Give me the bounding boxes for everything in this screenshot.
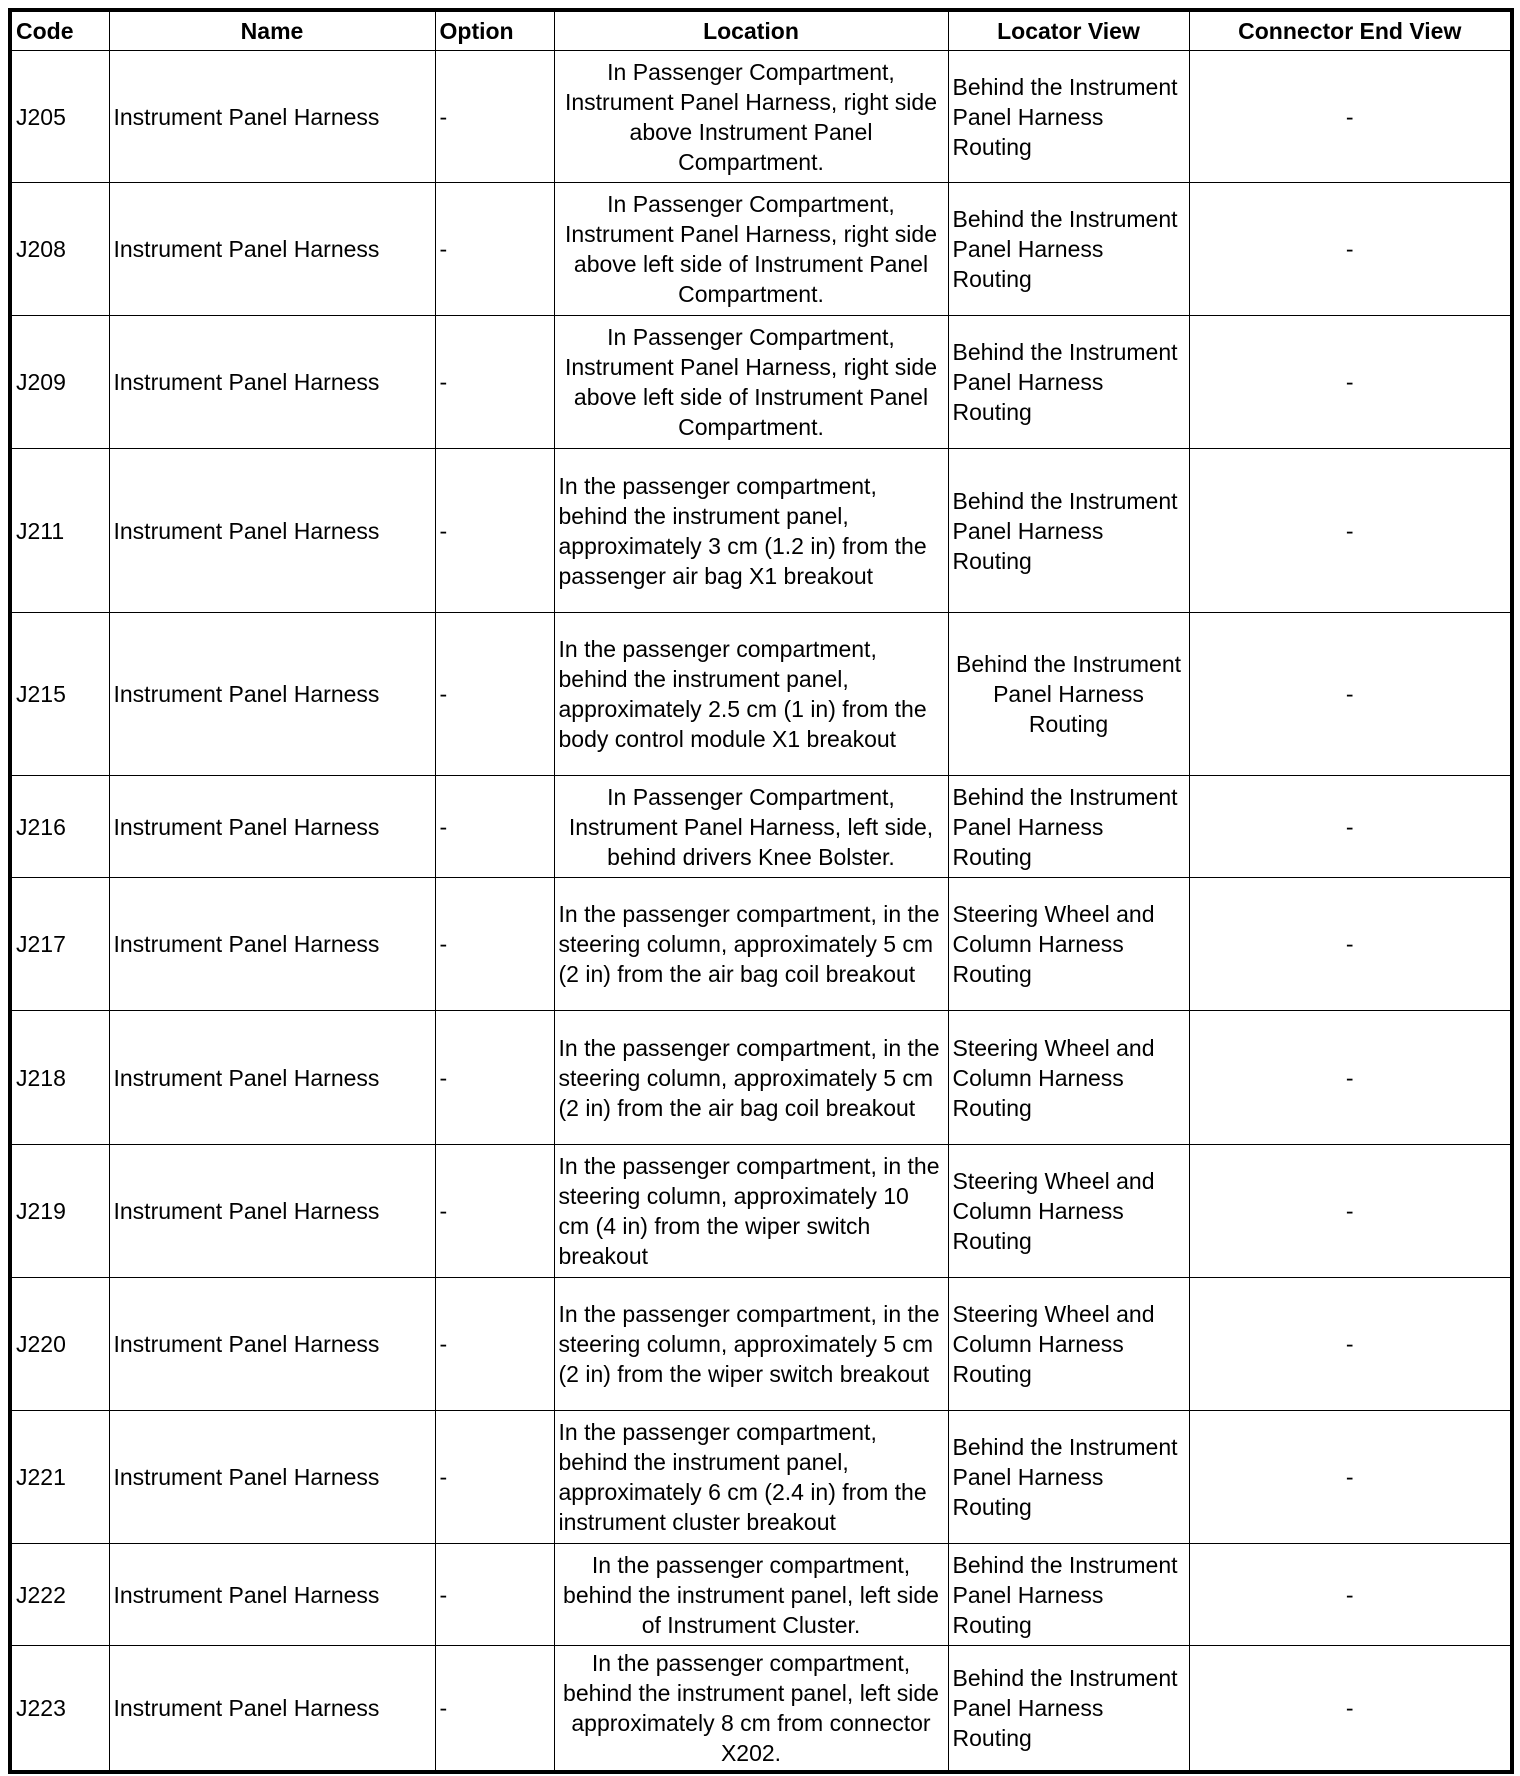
table-row	[10, 878, 1512, 1011]
connector-end-view: -	[1189, 51, 1512, 183]
locator-view: Behind the Instrument Panel Harness Routing	[948, 51, 1189, 183]
connector-end-view: -	[1189, 776, 1512, 878]
locator-view: Behind the Instrument Panel Harness Routing	[948, 183, 1189, 316]
connector-option: -	[435, 316, 554, 449]
connector-code: J217	[10, 878, 109, 1011]
connector-code: J216	[10, 776, 109, 878]
locator-view: Behind the Instrument Panel Harness Routing	[948, 316, 1189, 449]
header-locator-view: Locator View	[948, 10, 1189, 51]
locator-view: Behind the Instrument Panel Harness Routing	[948, 1411, 1189, 1544]
table-row	[10, 1411, 1512, 1544]
header-row	[10, 10, 1512, 51]
connector-name: Instrument Panel Harness	[109, 1278, 435, 1411]
connector-code: J219	[10, 1145, 109, 1278]
connector-code: J223	[10, 1646, 109, 1772]
connector-option: -	[435, 1646, 554, 1772]
connector-end-view: -	[1189, 1278, 1512, 1411]
table-row	[10, 51, 1512, 183]
locator-view: Behind the Instrument Panel Harness Routing	[948, 613, 1189, 776]
table-row	[10, 613, 1512, 776]
connector-end-view: -	[1189, 1411, 1512, 1544]
connector-code: J221	[10, 1411, 109, 1544]
table-row	[10, 183, 1512, 316]
connector-location: In the passenger compartment, in the steering column, approximately 5 cm (2 in) from the wiper switch breakout	[554, 1278, 948, 1411]
header-code: Code	[10, 10, 109, 51]
connector-name: Instrument Panel Harness	[109, 613, 435, 776]
connector-option: -	[435, 776, 554, 878]
connector-code: J222	[10, 1544, 109, 1646]
connector-end-view: -	[1189, 1011, 1512, 1145]
connector-code: J209	[10, 316, 109, 449]
header-connector-end-view: Connector End View	[1189, 10, 1512, 51]
connector-end-view: -	[1189, 316, 1512, 449]
connector-end-view: -	[1189, 1544, 1512, 1646]
header-location: Location	[554, 10, 948, 51]
connector-option: -	[435, 878, 554, 1011]
connector-name: Instrument Panel Harness	[109, 51, 435, 183]
connector-code: J211	[10, 449, 109, 613]
connector-option: -	[435, 1544, 554, 1646]
table-row	[10, 1145, 1512, 1278]
table-row	[10, 449, 1512, 613]
connector-location: In the passenger compartment, behind the instrument panel, approximately 6 cm (2.4 in) from the instrument cluster breakout	[554, 1411, 948, 1544]
connector-option: -	[435, 449, 554, 613]
connector-end-view: -	[1189, 613, 1512, 776]
connector-location: In the passenger compartment, behind the instrument panel, approximately 2.5 cm (1 in) from the body control module X1 breakout	[554, 613, 948, 776]
connector-name: Instrument Panel Harness	[109, 878, 435, 1011]
connector-option: -	[435, 613, 554, 776]
connector-option: -	[435, 51, 554, 183]
connector-table	[8, 8, 1514, 1774]
locator-view: Behind the Instrument Panel Harness Routing	[948, 1544, 1189, 1646]
locator-view: Steering Wheel and Column Harness Routing	[948, 1011, 1189, 1145]
connector-code: J218	[10, 1011, 109, 1145]
connector-code: J215	[10, 613, 109, 776]
connector-end-view: -	[1189, 1646, 1512, 1772]
header-name: Name	[109, 10, 435, 51]
connector-location: In the passenger compartment, behind the instrument panel, approximately 3 cm (1.2 in) from the passenger air bag X1 breakout	[554, 449, 948, 613]
locator-view: Behind the Instrument Panel Harness Routing	[948, 449, 1189, 613]
connector-name: Instrument Panel Harness	[109, 1011, 435, 1145]
connector-code: J220	[10, 1278, 109, 1411]
table-row	[10, 1011, 1512, 1145]
connector-name: Instrument Panel Harness	[109, 1411, 435, 1544]
header-option: Option	[435, 10, 554, 51]
connector-location: In the passenger compartment, in the steering column, approximately 5 cm (2 in) from the air bag coil breakout	[554, 878, 948, 1011]
connector-end-view: -	[1189, 183, 1512, 316]
connector-name: Instrument Panel Harness	[109, 183, 435, 316]
connector-location: In Passenger Compartment, Instrument Panel Harness, right side above left side of Instrument Panel Compartment.	[554, 183, 948, 316]
locator-view: Steering Wheel and Column Harness Routing	[948, 878, 1189, 1011]
connector-option: -	[435, 183, 554, 316]
connector-location: In Passenger Compartment, Instrument Panel Harness, right side above left side of Instrument Panel Compartment.	[554, 316, 948, 449]
connector-location: In the passenger compartment, in the steering column, approximately 10 cm (4 in) from the wiper switch breakout	[554, 1145, 948, 1278]
table-row	[10, 1646, 1512, 1772]
connector-name: Instrument Panel Harness	[109, 1544, 435, 1646]
connector-location: In the passenger compartment, behind the instrument panel, left side of Instrument Cluster.	[554, 1544, 948, 1646]
connector-code: J208	[10, 183, 109, 316]
table-row	[10, 1278, 1512, 1411]
connector-option: -	[435, 1411, 554, 1544]
connector-name: Instrument Panel Harness	[109, 316, 435, 449]
locator-view: Behind the Instrument Panel Harness Routing	[948, 1646, 1189, 1772]
connector-location: In Passenger Compartment, Instrument Panel Harness, right side above Instrument Panel Compartment.	[554, 51, 948, 183]
connector-option: -	[435, 1011, 554, 1145]
connector-name: Instrument Panel Harness	[109, 1646, 435, 1772]
table-row	[10, 776, 1512, 878]
locator-view: Steering Wheel and Column Harness Routing	[948, 1278, 1189, 1411]
connector-location: In the passenger compartment, in the steering column, approximately 5 cm (2 in) from the air bag coil breakout	[554, 1011, 948, 1145]
locator-view: Behind the Instrument Panel Harness Routing	[948, 776, 1189, 878]
connector-end-view: -	[1189, 1145, 1512, 1278]
connector-option: -	[435, 1278, 554, 1411]
connector-option: -	[435, 1145, 554, 1278]
connector-name: Instrument Panel Harness	[109, 449, 435, 613]
connector-end-view: -	[1189, 449, 1512, 613]
connector-location: In the passenger compartment, behind the instrument panel, left side approximately 8 cm from connector X202.	[554, 1646, 948, 1772]
connector-code: J205	[10, 51, 109, 183]
connector-name: Instrument Panel Harness	[109, 1145, 435, 1278]
table-row	[10, 316, 1512, 449]
table-row	[10, 1544, 1512, 1646]
connector-end-view: -	[1189, 878, 1512, 1011]
connector-name: Instrument Panel Harness	[109, 776, 435, 878]
locator-view: Steering Wheel and Column Harness Routing	[948, 1145, 1189, 1278]
connector-location: In Passenger Compartment, Instrument Panel Harness, left side, behind drivers Knee Bolster.	[554, 776, 948, 878]
